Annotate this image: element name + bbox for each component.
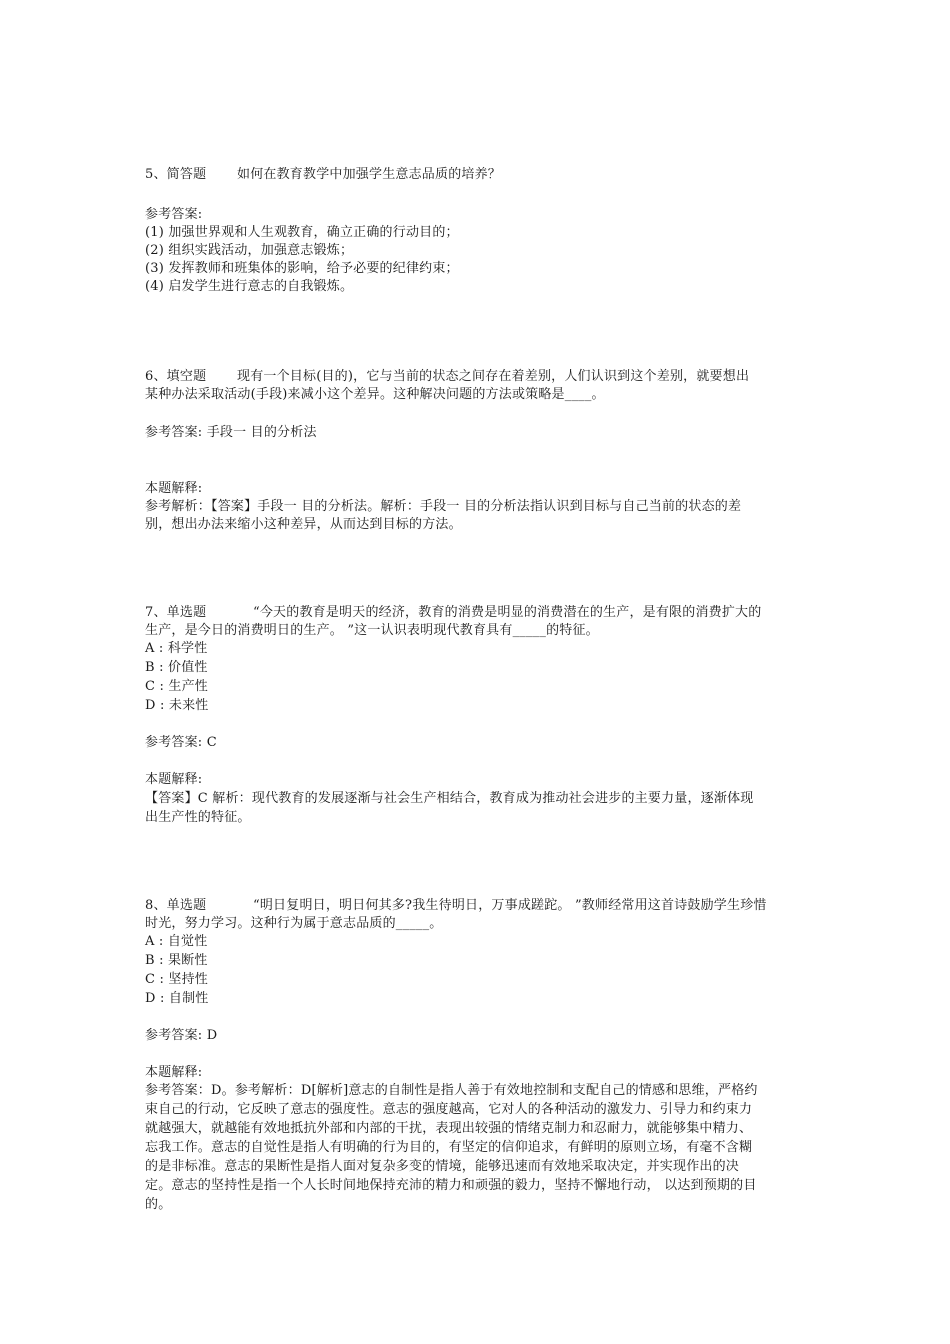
q6-question-line-2: 某种办法采取活动(手段)来减小这个差异。这种解决问题的方法或策略是____。 [145, 387, 605, 402]
q8-explain-5: 的是非标准。意志的果断性是指人面对复杂多变的情境，能够迅速而有效地采取决定，并实现作出的决 [145, 1159, 740, 1174]
q8-explain-3: 就越强大，就越能有效地抵抗外部和内部的干扰，表现出较强的情绪克制力和忍耐力，就能够集中精力、 [145, 1121, 753, 1136]
q8-question-line-1 [145, 897, 767, 915]
q8-option-c: C : 坚持性 [145, 972, 208, 987]
q6-explain-label: 本题解释: [145, 481, 203, 496]
q7-answer: 参考答案: C [145, 735, 217, 750]
q6-text-1: 现有一个目标(目的)，它与当前的状态之间存在着差别，人们认识到这个差别，就要想出 [237, 369, 750, 384]
q7-explain-label: 本题解释: [145, 772, 203, 787]
q5-answer-3: (3) 发挥教师和班集体的影响，给予必要的纪律约束； [145, 261, 459, 276]
q5-answer-label: 参考答案: [145, 207, 203, 222]
q8-explain-7: 的。 [145, 1197, 172, 1212]
q8-header: 8、单选题 [145, 898, 207, 913]
q8-option-a: A : 自觉性 [145, 934, 208, 949]
q5-answer-1: (1) 加强世界观和人生观教育，确立正确的行动目的； [145, 225, 459, 240]
q5-header: 5、简答题 [145, 167, 207, 182]
q6-header: 6、填空题 [145, 369, 207, 384]
q8-text-1: “明日复明日，明日何其多?我生待明日，万事成蹉跎。 ”教师经常用这首诗鼓励学生珍惜 [253, 898, 767, 913]
q7-option-a: A : 科学性 [145, 641, 208, 656]
q5-answer-4: (4) 启发学生进行意志的自我锻炼。 [145, 279, 354, 294]
q7-option-d: D : 未来性 [145, 698, 209, 713]
q8-explain-label: 本题解释: [145, 1065, 203, 1080]
q5-answer-2: (2) 组织实践活动，加强意志锻炼； [145, 243, 354, 258]
q7-explain-1: 【答案】C 解析：现代教育的发展逐渐与社会生产相结合，教育成为推动社会进步的主要力量，逐渐体现 [145, 791, 754, 806]
q6-explain-1: 参考解析：【答案】手段一 目的分析法。解析：手段一 目的分析法指认识到目标与自己当前的状态的差 [145, 499, 742, 514]
q7-option-c: C : 生产性 [145, 679, 208, 694]
q6-explain-2: 别，想出办法来缩小这种差异，从而达到目标的方法。 [145, 517, 462, 532]
q8-option-b: B : 果断性 [145, 953, 208, 968]
q7-option-b: B : 价值性 [145, 660, 208, 675]
q5-question [145, 166, 501, 184]
q8-explain-4: 忘我工作。意志的自觉性是指人有明确的行为目的，有坚定的信仰追求，有鲜明的原则立场，有毫不含糊 [145, 1140, 753, 1155]
q8-explain-2: 束自己的行动，它反映了意志的强度性。意志的强度越高，它对人的各种活动的激发力、引导力和约束力 [145, 1102, 753, 1117]
q7-question-line-2: 生产，是今日的消费明日的生产。 ”这一认识表明现代教育具有_____的特征。 [145, 623, 599, 638]
q8-option-d: D : 自制性 [145, 991, 209, 1006]
q7-header: 7、单选题 [145, 605, 207, 620]
q6-question-line-1 [145, 368, 749, 386]
q8-explain-6: 定。意志的坚持性是指一个人长时间地保持充沛的精力和顽强的毅力，坚持不懈地行动， 以达到预期的目 [145, 1178, 757, 1193]
q8-explain-1: 参考答案：D。参考解析：D[解析]意志的自制性是指人善于有效地控制和支配自己的情感和思维，严格约 [145, 1083, 758, 1098]
q7-text-1: “今天的教育是明天的经济，教育的消费是明显的消费潜在的生产，是有限的消费扩大的 [253, 605, 762, 620]
q5-text: 如何在教育教学中加强学生意志品质的培养？ [237, 167, 502, 182]
q7-question-line-1 [145, 604, 761, 622]
q6-answer: 参考答案: 手段一 目的分析法 [145, 425, 317, 440]
q7-explain-2: 出生产性的特征。 [145, 810, 251, 825]
q8-question-line-2: 时光，努力学习。这种行为属于意志品质的_____。 [145, 916, 443, 931]
q8-answer: 参考答案: D [145, 1028, 218, 1043]
